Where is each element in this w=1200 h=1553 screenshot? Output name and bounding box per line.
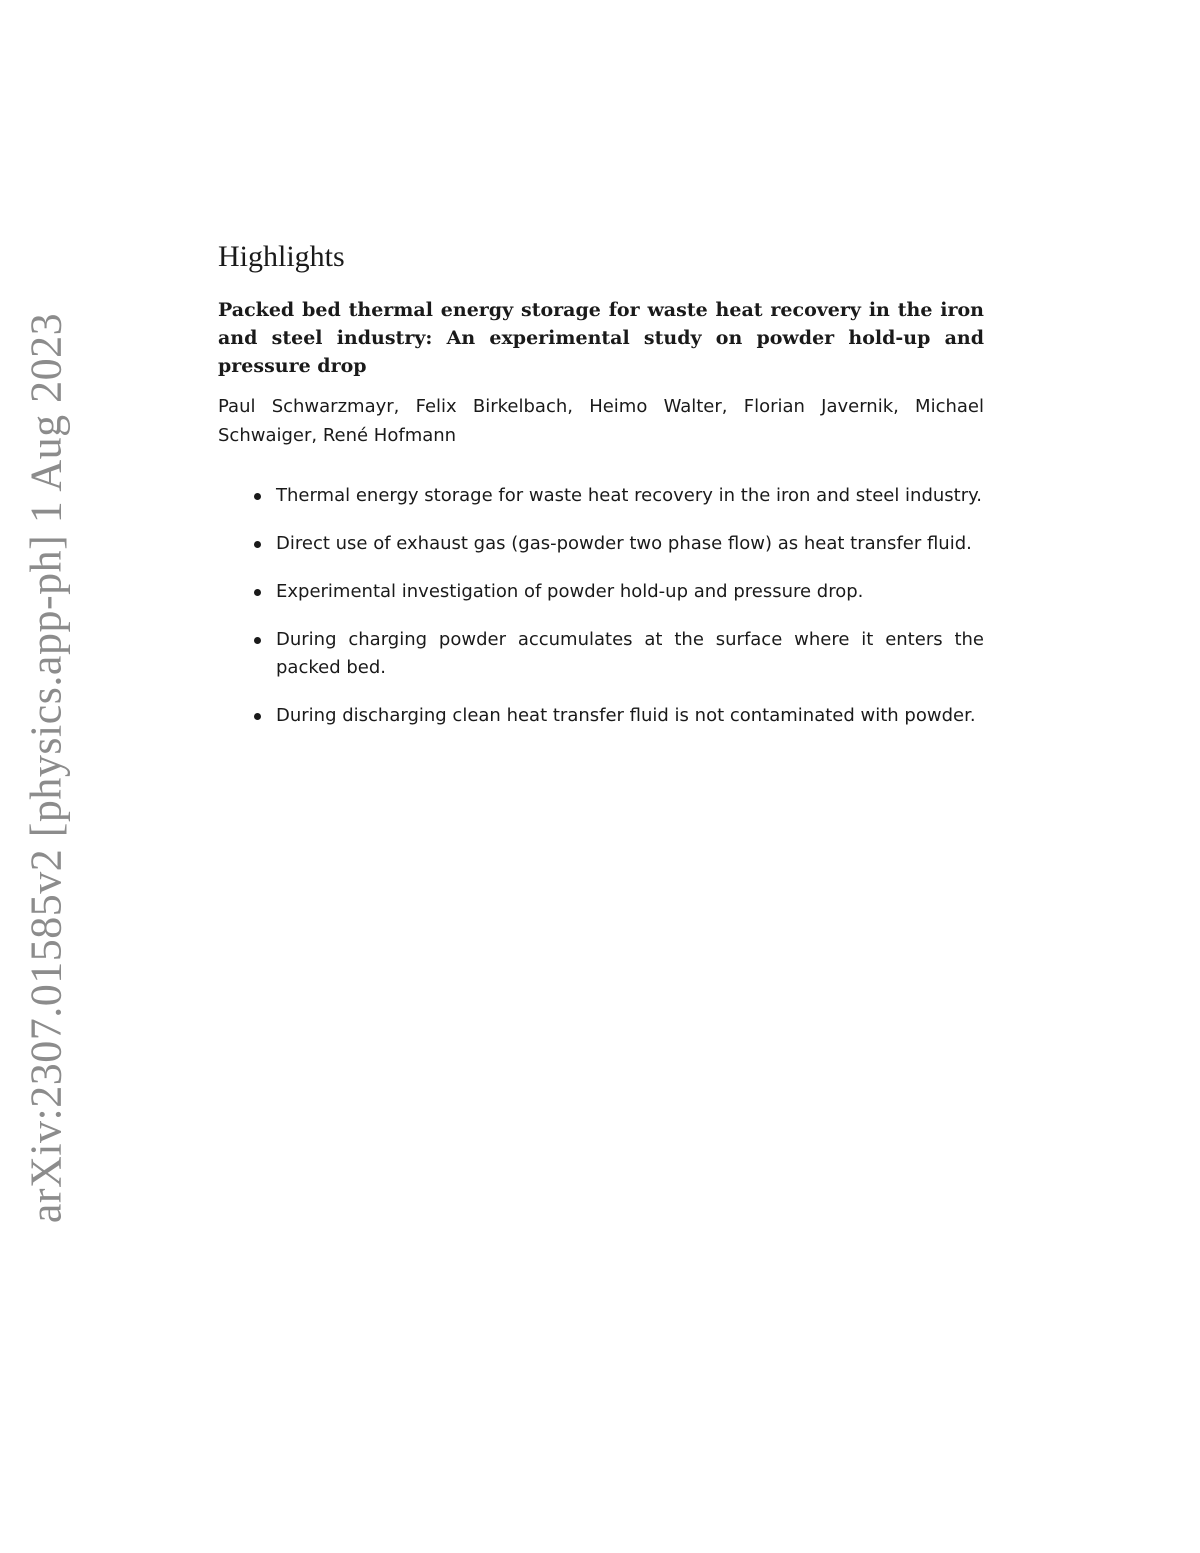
paper-title: Packed bed thermal energy storage for waste heat recovery in the iron and steel industry: An experimental study on powder hold-up and pressure drop xyxy=(218,299,984,377)
highlight-item xyxy=(218,482,984,510)
bullet-icon xyxy=(254,493,261,500)
highlight-text: During charging powder accumulates at the surface where it enters the packed bed. xyxy=(276,629,984,678)
bullet-icon xyxy=(254,713,261,720)
highlight-text: Thermal energy storage for waste heat recovery in the iron and steel industry. xyxy=(276,485,982,506)
highlights-list xyxy=(218,482,984,730)
section-title: Highlights xyxy=(218,240,345,273)
arxiv-identifier: arXiv:2307.01585v2 [physics.app-ph] 1 Aug 2023 xyxy=(21,312,71,1224)
highlight-item xyxy=(218,530,984,558)
highlight-item xyxy=(218,626,984,682)
highlight-text: Experimental investigation of powder hold-up and pressure drop. xyxy=(276,581,864,602)
bullet-icon xyxy=(254,541,261,548)
highlight-item xyxy=(218,702,984,730)
bullet-icon xyxy=(254,637,261,644)
highlight-text: Direct use of exhaust gas (gas-powder two phase flow) as heat transfer fluid. xyxy=(276,533,972,554)
highlight-item xyxy=(218,578,984,606)
author-list: Paul Schwarzmayr, Felix Birkelbach, Heimo Walter, Florian Javernik, Michael Schwaiger, René Hofmann xyxy=(218,396,984,446)
highlights-page xyxy=(218,240,984,750)
bullet-icon xyxy=(254,589,261,596)
highlight-text: During discharging clean heat transfer fluid is not contaminated with powder. xyxy=(276,705,976,726)
